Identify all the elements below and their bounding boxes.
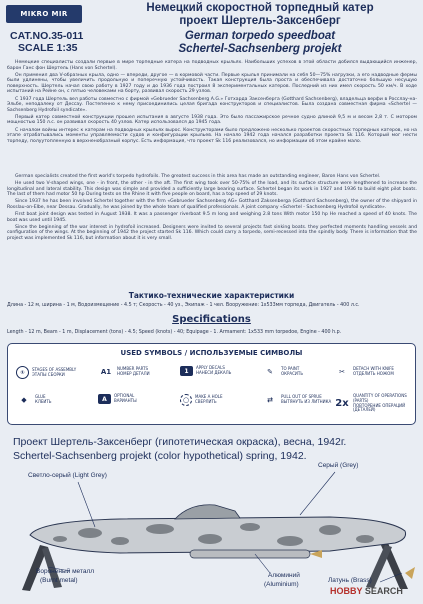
watermark-brand: HOBBY: [330, 586, 363, 596]
brand-logo: [6, 5, 82, 23]
torpedo: [190, 550, 322, 558]
history-ru: [7, 60, 417, 146]
history-en: [7, 174, 417, 243]
history-ru-paragraph: Немецкие специалисты создали первые в мире торпедные катера на подводных крыльях. Наибольших успехов в этой области добился выдающийся инженер, барон Ганс фон Шертель (Hans von Schertel).: [7, 60, 417, 71]
symbol-glue: [16, 394, 92, 406]
symbol-optional: [98, 394, 174, 404]
symbol-quantity: [334, 394, 414, 413]
history-ru-paragraph: С началом войны интерес к катерам на подводных крыльях вырос. Конструкторами было предложено несколько проектов скоростных торпедных катеров, но на этапе отрабатывались моменты управляемости судов и конфигурации крыльев. На начало 1942 года начался разработки проекта Sk 116. Который мог нести торпеду, полуутопленную в верхненобразный корпус. Есть информация, что проект Sk 116 реализовался, но информации об этом крайне мало.: [7, 127, 417, 144]
hole-icon: ○: [180, 394, 192, 406]
symbol-label: TO PAINT ОКРАСИТЬ: [281, 366, 304, 376]
glue-icon: ◆: [21, 396, 27, 404]
decal-icon: 1: [180, 366, 193, 376]
knife-icon: ✂: [339, 368, 345, 376]
specs-ru-text: Длина - 12 м, ширина - 1 м, Водоизмещение - 4.5 т; Скорость - 40 уз., Экипаж - 1 чел. Вооружение: 1х533мм торпеда, Двигатель - 400 л.с.: [7, 303, 360, 308]
quantity-icon: 2x: [335, 398, 349, 410]
symbol-label: PULL OUT OF SPRUE ВЫТЯНУТЬ ИЗ ЛИТНИКА: [281, 394, 332, 404]
cockpit-canopy: [175, 505, 240, 519]
paint-icon: ✎: [267, 368, 273, 376]
history-ru-paragraph: Он применил два V-образных крыла, одно — впереди, другое — в кормовой части. Первые крылья принимали на себя 50—75% нагрузки, а его надводные фермы были удлинены, чтобы увеличить продольную и поперечную устойчивость. Такая конструкция была проста и обеспечивала достаточно большую несущую поверхность. Шертель начал свою работу в 1927 году и до 1936 года построил 8 экспериментальных катеров. Последний из них имел скорость 50 км/ч. В ходе испытаний на Рейне он, с пятью человеками на борту, развивал скорость 29 узлов.: [7, 72, 417, 95]
watermark-rest: SEARCH: [362, 586, 403, 596]
scheme-title-en: Schertel-Sachsenberg projekt (color hypothetical) spring, 1942.: [13, 450, 307, 462]
symbol-label: APPLY DECALS НАНЕСИ ДЕКАЛЬ: [196, 365, 232, 375]
optional-icon: A: [98, 394, 111, 404]
symbol-label: OPTIONAL ВАРИАНТЫ: [114, 393, 137, 403]
label-burnt-en: (Burnt metal): [40, 577, 78, 584]
title-en-line2: Schertel-Sachsenberg projekt: [178, 43, 342, 55]
history-en-paragraph: Since 1937 he has been involved Schertel together with the firm «Gebrueder Sachsenberg AG» Gotthard Zaksenberga (Gotthard Sachsenberg), the owner of the shipyard in Rosslau-on-Elbe, near Dessau. Gradually, he was joined by the whole team of qualified professionals. A joint company «Schertel - Sachsenberg Hydrofoil syndicate».: [7, 199, 417, 210]
specs-ru-title: Тактико-технические характеристики: [128, 291, 295, 300]
symbol-paint: [262, 366, 332, 378]
title-en: [100, 30, 420, 56]
symbol-label: QUANTITY OF OPERATIONS (PARTS) ПОВТОРЕНИЕ ОПЕРАЦИЙ (ДЕТАЛЕЙ): [353, 393, 407, 413]
title-ru-line1: Немецкий скоростной торпедный катер: [146, 2, 374, 14]
label-brass: Латунь (Brass): [328, 577, 372, 584]
history-en-paragraph: He used two V-shaped wings, one - in front, the other - in the aft. The first wing took over 50-75% of the load, and its surface structure were lengthened to increase the longitudinal and lateral stability. This design was simple and provided a sufficiently large bearing surface. Schertel began its work in 1927 and 1936 to build eight pilot boats. The last of them had motor 50 hp During tests on the Rhine it with five people on board, has a top speed of 29 knots.: [7, 181, 417, 198]
title-en-line1: German torpedo speedboat: [184, 30, 336, 42]
title-ru-line2: проект Шертель-Заксенберг: [179, 15, 341, 27]
symbol-make-hole: [180, 394, 256, 406]
symbol-label: MAKE A HOLE СВЕРЛИТЬ: [195, 394, 223, 404]
symbol-label: GLUE КЛЕИТЬ: [35, 394, 52, 404]
scale-label: SCALE 1:35: [18, 42, 78, 54]
label-grey: Серый (Grey): [318, 462, 359, 469]
symbol-stages: [16, 366, 92, 379]
boat-side-view: [0, 455, 423, 600]
history-ru-paragraph: С 1937 года Шертель вел работы совместно с фирмой «Gebrueder Sachsenberg A.G.» Готхарда Заксенберга (Gotthard Sachsenberg), владельца верфи в Росслау-на-Эльбе, неподалеку от Дессау. Постепенно к нему присоединились целая бригада конструкторов и специалистов. Была создана совместная фирма «Schertel — Sachsenberg Hydrofoil syndicate».: [7, 96, 417, 113]
specs-en-title: Specifications: [172, 314, 251, 325]
specs-en-text: Length - 12 m, Beam - 1 m, Displacement (tons) - 4.5; Speed (knots) - 40; Equipage - 1. Armament: 1x533 mm torpedoe, Engine - 400 h.p.: [7, 330, 342, 335]
rear-hydrofoil: [366, 543, 408, 589]
scheme-title-ru: Проект Шертель-Заксенберг (гипотетическая окраска), весна, 1942г.: [13, 436, 347, 448]
label-aluminium-ru: Алюминий: [268, 572, 300, 579]
history-en-paragraph: German specialists created the first world's torpedo hydrofoils. The greatest success in this area has made an outstanding engineer, Baron Hans von Schertel.: [15, 174, 381, 179]
symbol-number-parts: [98, 366, 174, 378]
header: [0, 0, 423, 56]
watermark: [330, 586, 403, 596]
symbols-title: USED SYMBOLS / ИСПОЛЬЗУЕМЫЕ СИМВОЛЫ: [120, 349, 303, 357]
part-number-icon: A1: [100, 368, 112, 376]
history-en-paragraph: Since the beginning of the war interest in hydrofoil increased. Designers were invited to several projects fast sinking boats. they perfected moments handling vessels and configuration of the wings. At the beginning of 1942 the project started Sk 116. Which could carry a torpedo, semi-recessed into the spindly body. There is information that the project was implemented Sk 116, but information about it is very small.: [7, 224, 417, 241]
title-ru: [100, 2, 420, 28]
pull-sprue-icon: ⇄: [267, 396, 273, 404]
stage-number-icon: ①: [16, 366, 29, 379]
symbol-detach-knife: [334, 366, 414, 378]
symbol-apply-decals: [180, 366, 256, 376]
history-en-paragraph: First boat joint design was tested in August 1938. It was a passenger riverboat 9.5 m long and weighing 2.8 tons With motor 150 hp He reached a speed of 40 knots. The boat was used until 1945.: [7, 212, 417, 223]
symbol-label: NUMBER PARTS НОМЕР ДЕТАЛИ: [117, 366, 150, 376]
label-aluminium-en: (Aluminium): [264, 581, 299, 588]
label-light-grey: Светло-серый (Light Grey): [28, 472, 107, 479]
symbol-label: DETACH WITH KNIFE ОТДЕЛИТЬ НОЖОМ: [353, 366, 394, 376]
symbol-pull-sprue: [262, 394, 332, 406]
catalog-number: CAT.NO.35-011: [10, 30, 84, 42]
label-burnt-ru: Вороненый металл: [36, 568, 95, 575]
propeller: [405, 567, 415, 579]
history-ru-paragraph: Первый катер совместной конструкции прошел испытания в августе 1938 года. Это было пассажирское речное судно длиной 9,5 м и весом 2,8 т. С мотором мощностью 150 л.с. он развивал скорость 40 узлов. Катер использовался до 1945 года.: [7, 114, 417, 126]
symbols-legend: [7, 343, 416, 425]
symbol-label: STAGES OF ASSEMBLY ЭТАПЫ СБОРКИ: [32, 366, 77, 377]
logo-text: MIKRO MIR: [20, 10, 68, 18]
